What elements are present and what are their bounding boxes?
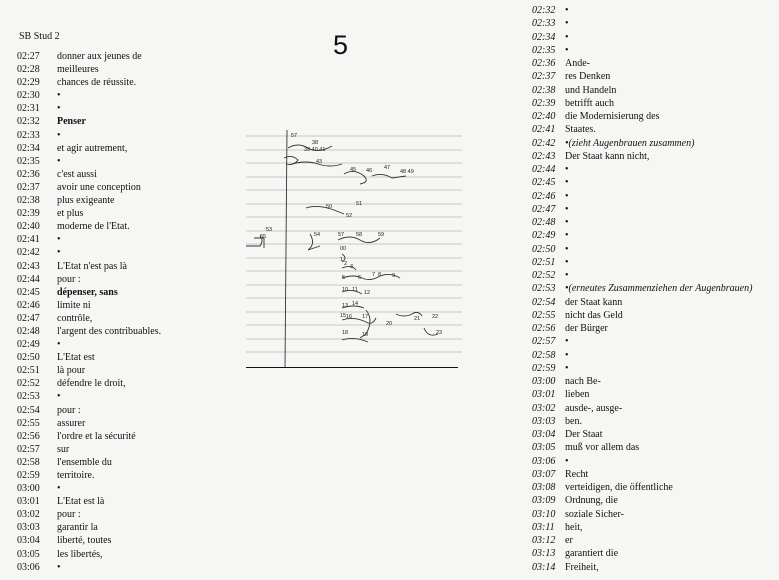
timestamp: 02:58 [17,456,40,468]
pause-marker: • [565,256,569,268]
timestamp: 03:03 [532,415,556,427]
transcript-row [17,89,161,102]
svg-text:1: 1 [340,257,344,263]
timestamp: 02:57 [17,443,40,455]
svg-text:17: 17 [362,314,369,320]
transcript-text: Ordnung, die [565,495,618,507]
transcript-row [17,443,161,456]
transcript-row [532,70,752,83]
handwritten-timing-sketch [246,128,462,373]
transcript-row [17,50,161,63]
transcript-text: pour : [57,509,81,521]
timestamp: 03:04 [17,535,40,547]
transcript-row [532,163,752,176]
transcript-text: der Bürger [565,323,608,334]
transcript-row [17,273,161,286]
timestamp: 02:54 [532,296,556,308]
timestamp: 03:13 [532,548,556,560]
timestamp: 02:48 [532,217,556,228]
timestamp: 02:46 [532,190,556,202]
transcript-text: der Staat kann [565,296,623,308]
svg-text:3: 3 [350,264,354,270]
svg-text:9: 9 [392,273,396,279]
transcript-row [17,155,161,168]
svg-text:59: 59 [378,232,385,238]
transcript-text: L'Etat est [57,352,95,364]
transcript-row [532,455,752,468]
transcript-row [17,129,161,142]
timestamp: 02:52 [17,378,40,390]
transcript-text: contrôle, [57,312,93,324]
transcript-row [17,430,161,443]
transcript-text: Freiheit, [565,561,599,573]
timestamp: 02:59 [17,470,40,481]
transcript-text: garantir la [57,522,98,534]
timestamp: 02:32 [532,5,556,16]
svg-text:53: 53 [266,227,273,233]
transcript-row [17,534,161,547]
transcript-text: Recht [565,468,589,480]
timestamp: 02:58 [532,349,556,361]
transcript-row [532,243,752,256]
pause-marker: • [57,90,61,102]
transcript-row [17,63,161,76]
svg-text:14: 14 [352,301,359,307]
timestamp: 03:01 [532,389,556,401]
timestamp: 02:56 [532,323,556,334]
transcript-text: pour : [57,273,81,285]
transcript-text: plus exigeante [57,195,115,207]
timestamp: 02:59 [532,362,556,374]
timestamp: 02:35 [17,155,40,167]
transcript-row [17,299,161,312]
transcript-text: donner aux jeunes de [57,51,142,62]
svg-text:55: 55 [260,234,267,240]
pause-marker: • [565,362,569,374]
transcript-row [532,57,752,70]
transcript-text: liberté, toutes [57,535,112,547]
transcript-text: garantiert die [565,548,619,560]
french-transcript-column [17,50,161,574]
timestamp: 02:51 [17,365,40,377]
transcript-row [532,415,752,428]
pause-marker: • [565,31,569,43]
transcript-text: pour : [57,404,81,416]
transcript-text: L'Etat n'est pas là [57,260,127,272]
timestamp: 03:03 [17,522,40,534]
transcript-text: les libertés, [57,548,103,560]
transcript-row [532,375,752,388]
transcript-text: ben. [565,415,582,427]
timestamp: 03:05 [17,548,40,560]
svg-text:50: 50 [326,204,333,210]
transcript-row [17,233,161,246]
timestamp: 02:33 [17,129,40,141]
pause-marker: • [565,243,569,255]
transcript-row [532,388,752,401]
transcript-text: heit, [565,521,583,533]
timestamp: 02:55 [532,309,556,321]
transcript-row [17,521,161,534]
svg-text:2: 2 [344,261,348,267]
pause-marker: • [57,234,61,246]
svg-text:58: 58 [356,232,363,238]
transcript-text: chances de réussite. [57,77,137,89]
timestamp: 03:02 [532,402,556,414]
pause-marker: • [565,349,569,361]
timestamp: 02:35 [532,44,556,56]
transcript-text: et plus [57,208,84,220]
svg-text:21: 21 [414,316,421,322]
transcript-text: ausde-, ausge- [565,402,623,414]
transcript-text: •(zieht Augenbrauen zusammen) [565,137,695,149]
pause-marker: • [57,483,61,495]
svg-text:12: 12 [364,290,371,296]
pause-marker: • [565,336,569,348]
timestamp: 02:38 [532,84,556,96]
timestamp: 03:04 [532,429,556,440]
transcript-text: res Denken [565,71,611,83]
svg-text:52: 52 [346,213,353,219]
timestamp: 02:37 [532,71,556,83]
timestamp: 02:27 [17,51,40,62]
timestamp: 03:02 [17,509,40,521]
transcript-row [17,312,161,325]
transcript-row [17,456,161,469]
transcript-row [532,269,752,282]
transcript-row [532,216,752,229]
pause-marker: • [57,103,61,115]
svg-text:19: 19 [362,332,369,338]
timestamp: 02:34 [532,31,556,43]
svg-text:23: 23 [436,330,443,336]
transcript-row [17,508,161,521]
svg-text:48 49: 48 49 [400,169,414,175]
pause-marker: • [565,44,569,56]
transcript-row [17,469,161,482]
timestamp: 02:57 [532,336,556,348]
figure-baseline [246,367,458,368]
pause-marker: • [57,561,61,573]
timestamp: 02:40 [532,111,556,122]
timestamp: 02:50 [532,243,556,255]
timestamp: 03:14 [532,561,556,573]
timestamp: 02:42 [532,137,556,149]
transcript-row [17,220,161,233]
timestamp: 02:34 [17,142,40,154]
transcript-row [17,404,161,417]
svg-text:20: 20 [386,321,393,327]
transcript-row [17,260,161,273]
transcript-row [17,194,161,207]
timestamp: 02:52 [532,270,556,281]
pause-marker: • [565,5,569,16]
transcript-row [532,309,752,322]
svg-text:11: 11 [352,287,358,293]
timestamp: 03:08 [532,482,556,493]
transcript-row [532,203,752,216]
pause-marker: • [565,164,569,175]
pause-marker: • [565,18,569,30]
pause-marker: • [565,203,569,215]
transcript-row [532,335,752,348]
pause-marker: • [565,190,569,202]
transcript-row [532,468,752,481]
pause-marker: • [57,129,61,141]
transcript-text: nach Be- [565,376,601,387]
transcript-text: sur [57,443,70,455]
svg-text:45: 45 [350,167,357,173]
svg-text:46: 46 [366,168,373,174]
svg-text:43: 43 [316,159,323,165]
transcript-row [532,362,752,375]
timestamp: 03:06 [532,455,556,467]
pause-marker: • [57,155,61,167]
transcript-text: moderne de l'Etat. [57,221,130,233]
transcript-text: verteidigen, die öffentliche [565,482,673,493]
timestamp: 02:56 [17,430,40,442]
svg-text:16: 16 [346,314,353,320]
transcript-text: er [565,535,573,546]
transcript-row [532,137,752,150]
timestamp: 02:44 [532,164,556,175]
sketch-labels [260,133,442,338]
transcript-text: Ande- [565,58,590,69]
transcript-text: Der Staat kann nicht, [565,150,650,162]
timestamp: 02:37 [17,181,40,193]
transcript-row [17,76,161,89]
timestamp: 02:55 [17,417,40,429]
transcript-row [17,207,161,220]
timestamp: 02:33 [532,18,556,30]
transcript-row [532,402,752,415]
transcript-text: avoir une conception [57,181,141,193]
transcript-row [532,282,752,295]
pause-marker: • [565,217,569,228]
timestamp: 03:10 [532,508,556,520]
transcript-row [532,150,752,163]
transcript-row [532,481,752,494]
transcript-row [17,351,161,364]
timestamp: 02:45 [532,177,556,189]
timestamp: 02:47 [17,312,40,324]
transcript-text: là pour [57,365,86,377]
transcript-row [17,102,161,115]
transcript-row [532,428,752,441]
timestamp: 02:41 [532,124,556,136]
transcript-row [532,322,752,335]
timestamp: 03:06 [17,561,40,573]
timestamp: 03:09 [532,495,556,507]
transcript-text: Penser [57,116,86,128]
timestamp: 03:12 [532,535,556,546]
timestamp: 02:31 [17,103,40,115]
transcript-row [17,390,161,403]
svg-text:38: 38 [312,140,319,146]
timestamp: 02:29 [17,77,40,89]
transcript-row [17,142,161,155]
transcript-row [17,495,161,508]
transcript-row [532,4,752,17]
transcript-text: nicht das Geld [565,309,623,321]
transcript-row [532,123,752,136]
timestamp: 02:45 [17,286,40,298]
german-translation-column [532,4,752,574]
pause-marker: • [565,270,569,281]
svg-text:10: 10 [342,287,349,293]
svg-text:6: 6 [358,275,362,281]
transcript-row [532,17,752,30]
transcript-row [17,246,161,259]
svg-text:5: 5 [342,275,346,281]
pause-marker: • [57,391,61,403]
transcript-text: lieben [565,389,590,401]
transcript-row [17,548,161,561]
transcript-row [17,338,161,351]
timestamp: 02:30 [17,90,40,102]
timestamp: 03:00 [17,483,40,495]
transcript-text: Staates. [565,124,596,136]
svg-text:13: 13 [342,303,349,309]
transcript-row [532,521,752,534]
timestamp: 02:53 [17,391,40,403]
timestamp: 03:07 [532,468,556,480]
timestamp: 02:36 [532,58,556,69]
timestamp: 02:50 [17,352,40,364]
svg-text:39 40 41: 39 40 41 [304,147,326,153]
timestamp: 02:43 [532,150,556,162]
transcript-text: l'ordre et la sécurité [57,430,136,442]
timestamp: 02:42 [17,247,40,259]
svg-text:47: 47 [384,165,391,171]
timestamp: 02:46 [17,299,40,311]
transcript-row [17,168,161,181]
transcript-row [532,561,752,574]
svg-text:57: 57 [291,133,298,139]
transcript-text: assurer [57,417,86,429]
transcript-row [532,494,752,507]
timestamp: 02:39 [532,97,556,109]
transcript-row [532,110,752,123]
transcript-row [532,44,752,57]
svg-text:18: 18 [342,330,349,336]
transcript-text: soziale Sicher- [565,508,624,520]
pause-marker: • [57,247,61,259]
timestamp: 03:00 [532,376,556,387]
transcript-text: et agir autrement, [57,142,128,154]
transcript-text: l'argent des contribuables. [57,325,162,337]
page-number: 5 [333,30,349,60]
transcript-row [532,508,752,521]
transcript-row [532,190,752,203]
svg-text:57: 57 [338,232,345,238]
transcript-row [532,547,752,560]
transcript-text: meilleures [57,64,99,76]
transcript-row [17,417,161,430]
timestamp: 02:43 [17,260,40,272]
transcript-row [532,97,752,110]
pause-marker: • [565,177,569,189]
timestamp: 02:51 [532,256,556,268]
transcript-text: betrifft auch [565,97,614,109]
transcript-text: l'ensemble du [57,456,112,468]
transcript-text: c'est aussi [57,168,97,180]
transcript-row [17,561,161,574]
svg-text:8: 8 [378,272,382,278]
timestamp: 02:39 [17,208,40,220]
transcript-row [532,349,752,362]
transcript-text: dépenser, sans [57,286,118,298]
transcript-row [532,256,752,269]
timestamp: 02:48 [17,325,40,337]
svg-text:54: 54 [314,232,321,238]
svg-text:00: 00 [340,246,347,252]
timestamp: 02:38 [17,195,40,207]
transcript-row [532,31,752,44]
transcript-row [532,441,752,454]
transcript-row [17,482,161,495]
transcript-row [17,364,161,377]
transcript-row [532,229,752,242]
transcript-row [17,325,161,338]
timestamp: 02:54 [17,404,40,416]
timestamp: 03:11 [532,521,555,533]
transcript-row [17,377,161,390]
transcript-row [17,115,161,128]
transcript-row [532,176,752,189]
transcript-row [17,286,161,299]
transcript-row [532,534,752,547]
transcript-row [532,296,752,309]
timestamp: 02:36 [17,168,40,180]
transcript-text: territoire. [57,470,95,481]
transcript-text: und Handeln [565,84,617,96]
transcript-text: •(erneutes Zusammenziehen der Augenbrauen) [565,283,753,295]
timestamp: 02:41 [17,234,40,246]
timestamp: 03:05 [532,442,556,454]
transcript-text: défendre le droit, [57,378,126,390]
transcript-text: Der Staat [565,429,603,440]
timestamp: 02:44 [17,273,40,285]
timestamp: 03:01 [17,496,40,508]
timestamp: 02:28 [17,64,40,76]
timestamp: 02:47 [532,203,556,215]
transcript-text: L'Etat est là [57,496,105,508]
pause-marker: • [57,339,61,351]
pause-marker: • [565,455,569,467]
transcript-text: limite ni [57,299,91,311]
svg-text:7: 7 [372,272,376,278]
timestamp: 02:49 [532,230,556,242]
timestamp: 02:53 [532,283,556,295]
transcript-text: muß vor allem das [565,442,640,454]
pause-marker: • [565,230,569,242]
svg-text:22: 22 [432,314,439,320]
timestamp: 02:49 [17,339,40,351]
transcript-row [532,84,752,97]
timestamp: 02:40 [17,221,40,233]
document-header: SB Stud 2 [19,31,60,42]
svg-text:51: 51 [356,201,363,207]
transcript-text: die Modernisierung des [565,111,660,122]
timestamp: 02:32 [17,116,40,128]
svg-text:15: 15 [340,313,347,319]
transcript-row [17,181,161,194]
